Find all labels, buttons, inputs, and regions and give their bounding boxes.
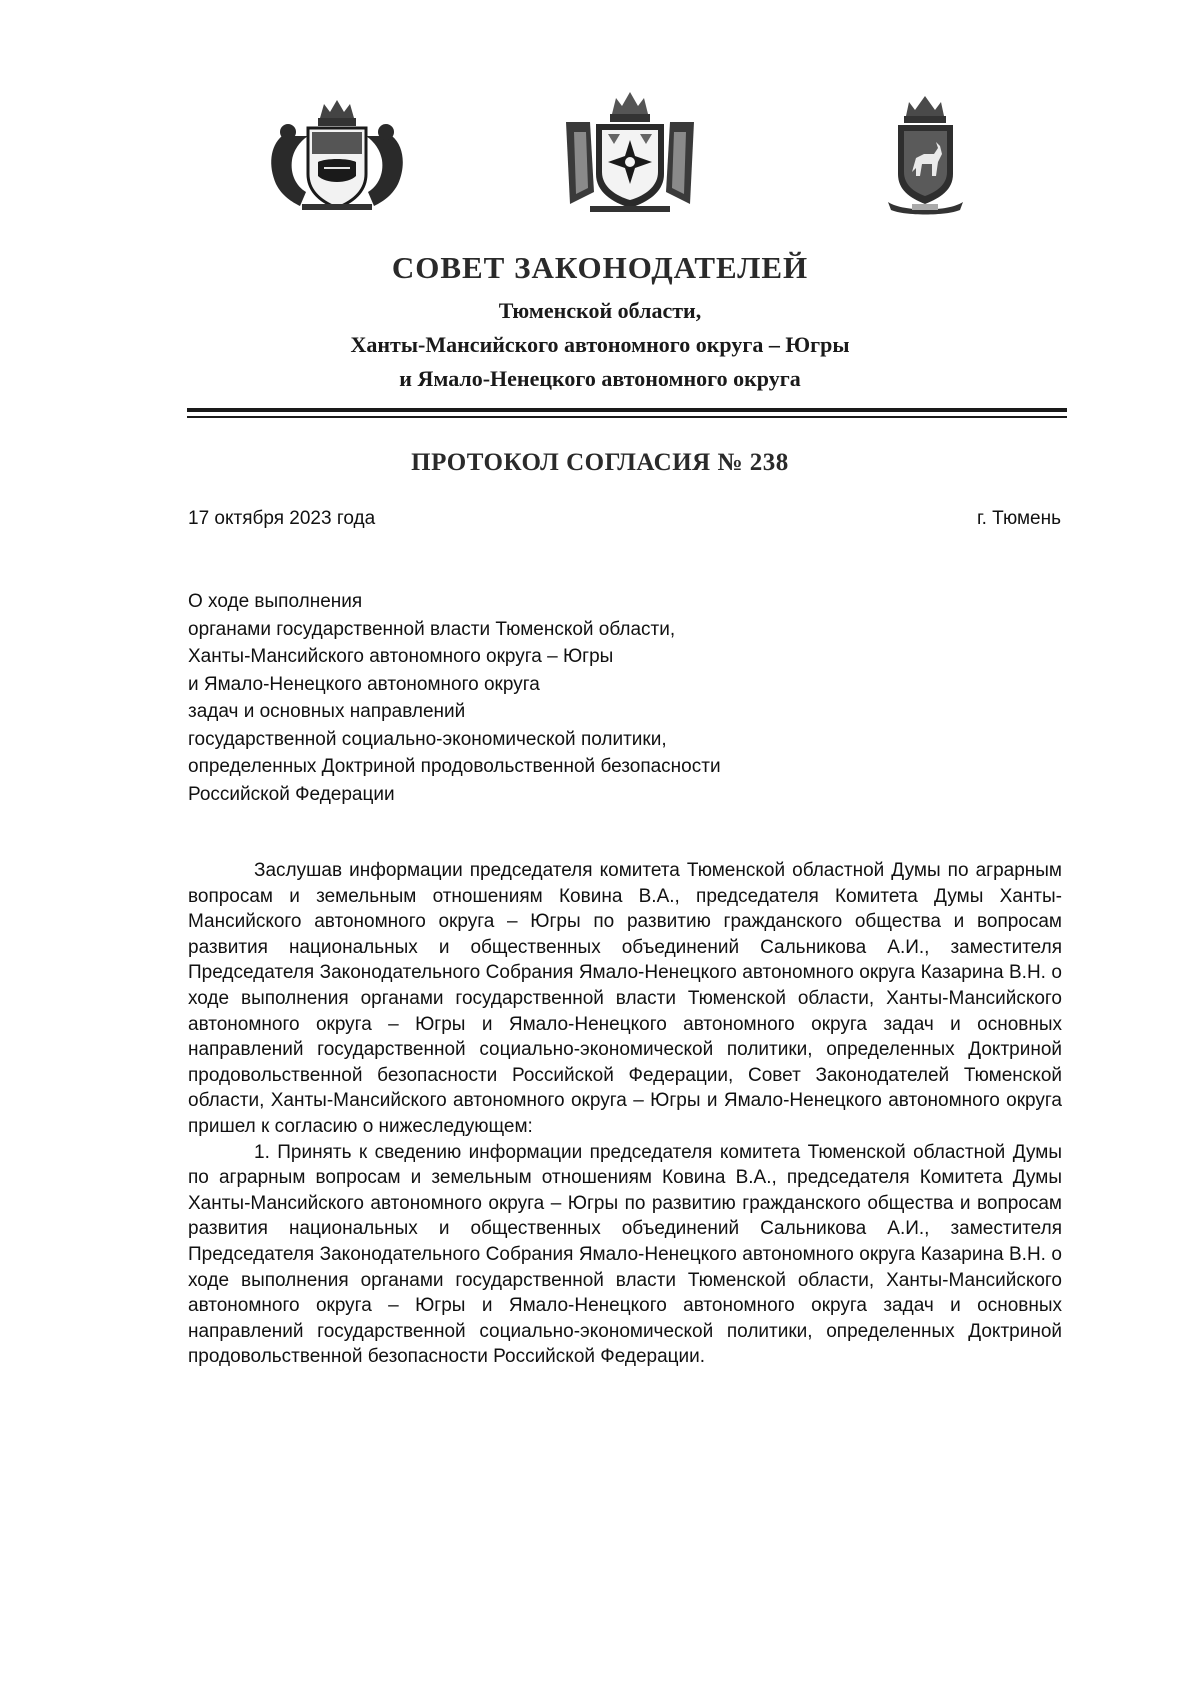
yamalo-nenets-okrug-coat-of-arms-icon xyxy=(878,92,973,217)
protocol-body xyxy=(188,858,1062,1370)
intro-paragraph: Заслушав информации председателя комитета Тюменской областной Думы по аграрным вопросам и земельным отношениям Ковина В.А., председателя Комитета Думы Ханты-Мансийского автономного округа – Югры по развитию гражданского общества и вопросам развития национальных и общественных объединений Сальникова А.И., заместителя Председателя Законодательного Собрания Ямало-Ненецкого автономного округа Казарина В.Н. о ходе выполнения органами государственной власти Тюменской области, Ханты-Мансийского автономного округа – Югры и Ямало-Ненецкого автономного округа задач и основных направлений государственной социально-экономической политики, определенных Доктриной продовольственной безопасности Российской Федерации, Совет Законодателей Тюменской области, Ханты-Мансийского автономного округа – Югры и Ямало-Ненецкого автономного округа пришел к согласию о нижеследующем: xyxy=(188,860,1062,1137)
protocol-date: 17 октября 2023 года xyxy=(188,508,376,529)
subject-line: Ханты-Мансийского автономного округа – Югры xyxy=(188,646,614,667)
header-divider-thin xyxy=(187,416,1067,418)
council-name: СОВЕТ ЗАКОНОДАТЕЛЕЙ xyxy=(391,250,809,285)
subject-line: определенных Доктриной продовольственной безопасности xyxy=(188,756,721,777)
subject-line: О ходе выполнения xyxy=(188,591,363,612)
council-subtitle-line-2: Ханты-Мансийского автономного округа – Югры xyxy=(350,332,850,357)
tyumen-oblast-coat-of-arms-icon xyxy=(262,96,412,216)
subject-block xyxy=(188,588,1048,808)
subject-line: задач и основных направлений xyxy=(188,701,466,722)
council-subtitle-line-1: Тюменской области, xyxy=(498,298,702,323)
header-divider-thick xyxy=(187,408,1067,412)
protocol-city: г. Тюмень xyxy=(977,508,1061,529)
subject-line: государственной социально-экономической политики, xyxy=(188,728,667,750)
item-1-paragraph: 1. Принять к сведению информации председателя комитета Тюменской областной Думы по аграрным вопросам и земельным отношениям Ковина В.А., председателя Комитета Думы Ханты-Мансийского автономного округа – Югры по развитию гражданского общества и вопросам развития национальных и общественных объединений Сальникова А.И., заместителя Председателя Законодательного Собрания Ямало-Ненецкого автономного округа Казарина В.Н. о ходе выполнения органами государственной власти Тюменской области, Ханты-Мансийского автономного округа – Югры и Ямало-Ненецкого автономного округа задач и основных направлений государственной социально-экономической политики, определенных Доктриной продовольственной безопасности Российской Федерации. xyxy=(188,1141,1062,1368)
khanty-mansi-okrug-coat-of-arms-icon xyxy=(560,92,700,217)
protocol-title: ПРОТОКОЛ СОГЛАСИЯ № 238 xyxy=(411,449,789,476)
subject-line: и Ямало-Ненецкого автономного округа xyxy=(188,673,540,695)
subject-line: Российской Федерации xyxy=(188,783,395,805)
subject-line: органами государственной власти Тюменской области, xyxy=(188,618,676,640)
council-subtitle-line-3: и Ямало-Ненецкого автономного округа xyxy=(399,366,801,391)
